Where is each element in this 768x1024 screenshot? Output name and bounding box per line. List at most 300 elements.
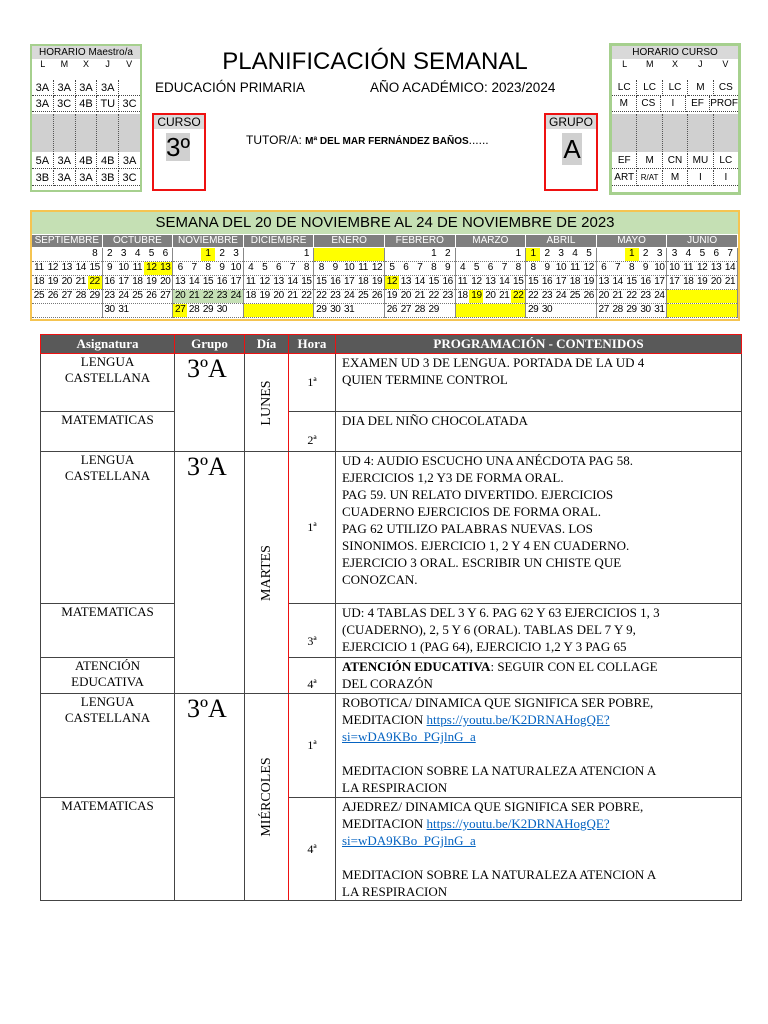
contenido-cell: [336, 658, 742, 694]
day-cell: 5: [473, 262, 480, 273]
day-cell: [356, 304, 370, 317]
day-cell: [32, 248, 46, 261]
asignatura-cell: [41, 604, 175, 658]
week-row: [103, 262, 173, 276]
day-cell: 11: [358, 262, 368, 273]
day-cell: 13: [598, 276, 609, 287]
day-cell: 21: [188, 290, 200, 301]
week-row: [173, 276, 243, 290]
month-column: [32, 248, 103, 318]
month-label: SEPTIEMBRE: [32, 235, 103, 247]
day-cell: 8: [530, 262, 536, 273]
week-row: [32, 276, 102, 290]
day-cell: 10: [654, 262, 665, 273]
day-cell: 31: [118, 304, 129, 315]
week-row: [456, 276, 526, 290]
day-cell: 14: [188, 276, 200, 287]
day-cell: 9: [106, 262, 113, 273]
day-cell: 13: [485, 276, 496, 287]
table-row: [41, 604, 742, 658]
week-row: [667, 290, 737, 304]
horario-curso-row: [612, 80, 738, 96]
day-cell: 14: [724, 262, 736, 273]
day-name: MARTES: [258, 544, 274, 601]
day-cell: [342, 248, 356, 261]
day-cell: 14: [612, 276, 623, 287]
day-cell: 18: [457, 290, 468, 301]
day-cell: 29: [89, 290, 100, 301]
month-label: MARZO: [456, 235, 527, 247]
grupo-cell: 3ºA: [175, 452, 245, 694]
week-row: [667, 248, 737, 262]
day-cell: 19: [583, 276, 594, 287]
asignatura-cell: [41, 694, 175, 798]
day-cell: 29: [527, 304, 539, 315]
day-cell: 10: [118, 262, 129, 273]
cell: M: [663, 170, 688, 186]
day-cell: 8: [92, 248, 98, 259]
week-row: [103, 276, 173, 290]
day-cell: 18: [132, 276, 143, 287]
day-cell: 26: [583, 290, 594, 301]
contenido-line: QUIEN TERMINE CONTROL: [342, 372, 508, 387]
day-cell: 4: [685, 248, 691, 259]
day-cell: 22: [626, 290, 637, 301]
curso-box: [152, 113, 206, 191]
day-cell: [158, 304, 172, 317]
horario-curso-row: [612, 170, 738, 186]
hora-cell: 4ª: [289, 798, 336, 901]
day-cell: 4: [248, 262, 254, 273]
day-cell: 2: [445, 248, 451, 259]
cell: 3A: [119, 153, 140, 169]
day-cell: 23: [330, 290, 341, 301]
month-label: DICIEMBRE: [244, 235, 315, 247]
hora-cell: 3ª: [289, 604, 336, 658]
day-cell: 16: [216, 276, 228, 287]
day-label: M: [60, 59, 69, 69]
day-cell: 19: [259, 290, 270, 301]
day-cell: 11: [457, 276, 468, 287]
day-cell: [413, 248, 427, 261]
day-cell: 18: [245, 290, 256, 301]
cell: 5A: [32, 153, 54, 169]
day-cell: 16: [104, 276, 115, 287]
day-cell: 8: [303, 262, 310, 273]
day-cell: 14: [499, 276, 510, 287]
day-cell: 5: [699, 248, 705, 259]
cell: ART: [612, 170, 637, 186]
contenido-text: : SEGUIR CON EL COLLAGE: [490, 659, 658, 674]
contenido-line: EXAMEN UD 3 DE LENGUA. PORTADA DE LA UD 4: [342, 355, 645, 370]
day-cell: 10: [230, 262, 241, 273]
week-row: [244, 304, 314, 318]
day-cell: [74, 304, 88, 317]
week-row: [385, 276, 455, 290]
contenido-line: [342, 658, 741, 675]
horario-maestro-box: [30, 44, 142, 192]
week-row: [667, 276, 737, 290]
day-cell: 15: [202, 276, 214, 287]
col-header-hora: Hora: [289, 335, 336, 354]
academic-year: AÑO ACADÉMICO: 2023/2024: [370, 80, 556, 95]
day-cell: 12: [696, 262, 708, 273]
week-row: [173, 248, 243, 262]
week-row: [244, 290, 314, 304]
horario-curso-row: [612, 96, 738, 112]
day-cell: 26: [386, 304, 398, 315]
day-cell: [244, 248, 258, 261]
day-cell: 5: [262, 262, 268, 273]
day-cell: 3: [120, 248, 127, 259]
day-cell: 13: [273, 276, 284, 287]
week-row: [526, 276, 596, 290]
day-cell: 22: [513, 290, 524, 301]
contenido-line: PAG 59. UN RELATO DIVERTIDO. EJERCICIOS: [342, 487, 614, 502]
youtube-link[interactable]: https://youtu.be/K2DRNAHogQE?: [426, 816, 610, 831]
week-row: [173, 290, 243, 304]
day-cell: 21: [75, 276, 86, 287]
contenido-line: UD: 4 TABLAS DEL 3 Y 6. PAG 62 Y 63 EJERCICIOS 1, 3: [342, 605, 660, 620]
day-cell: 12: [471, 276, 482, 287]
day-cell: 19: [386, 290, 398, 301]
dia-cell: [245, 694, 289, 901]
cell: 3A: [54, 80, 76, 96]
day-cell: 1: [431, 248, 437, 259]
day-cell: 9: [642, 262, 649, 273]
youtube-link[interactable]: https://youtu.be/K2DRNAHogQE?: [426, 712, 610, 727]
day-cell: 24: [555, 290, 567, 301]
day-cell: 29: [316, 304, 327, 315]
month-label: MAYO: [597, 235, 668, 247]
day-cell: [497, 248, 511, 261]
day-cell: [597, 248, 611, 261]
day-cell: 20: [174, 290, 186, 301]
contenido-cell: [336, 412, 742, 452]
cell: 3A: [32, 80, 54, 96]
day-cell: 29: [626, 304, 637, 315]
cell: I: [661, 96, 686, 112]
table-header-row: [41, 335, 742, 354]
week-row: [103, 304, 173, 318]
cell: M: [637, 153, 662, 169]
week-row: [385, 248, 455, 262]
week-row: [385, 290, 455, 304]
grupo-cell: 3ºA: [175, 694, 245, 901]
grupo-value: A: [563, 134, 581, 164]
day-cell: [456, 304, 470, 317]
day-cell: 4: [134, 248, 140, 259]
day-cell: 13: [710, 262, 722, 273]
cell: 3A: [76, 170, 98, 186]
month-column: [314, 248, 385, 318]
day-cell: 12: [583, 262, 594, 273]
day-cell: 30: [640, 304, 651, 315]
horario-maestro-row: [32, 153, 140, 169]
contenido-text: MEDITACION: [342, 816, 427, 831]
contenido-line: [342, 728, 741, 745]
cell: M: [612, 96, 637, 112]
week-row: [314, 248, 384, 262]
cell: EF: [686, 96, 711, 112]
asignatura-line: CASTELLANA: [64, 468, 151, 483]
day-cell: [258, 304, 272, 317]
day-cell: 10: [669, 262, 680, 273]
day-cell: 25: [569, 290, 581, 301]
day-name: MIÉRCOLES: [258, 757, 274, 837]
tutor-label: TUTOR/A:: [246, 133, 302, 147]
asignatura-cell: [41, 412, 175, 452]
day-cell: [723, 304, 737, 317]
month-column: [456, 248, 527, 318]
horario-maestro-row: [32, 96, 140, 112]
day-cell: 22: [301, 290, 312, 301]
day-cell: 17: [230, 276, 241, 287]
table-row: [41, 354, 742, 412]
day-cell: [511, 304, 525, 317]
day-cell: 22: [428, 290, 439, 301]
day-cell: 7: [727, 248, 733, 259]
day-cell: 11: [34, 262, 44, 273]
day-cell: [723, 290, 737, 303]
day-cell: 15: [89, 262, 100, 273]
day-cell: 12: [259, 276, 270, 287]
week-row: [314, 304, 384, 318]
tutor-line: [246, 133, 489, 147]
day-cell: 19: [371, 276, 383, 287]
day-cell: 18: [357, 276, 369, 287]
day-cell: 29: [428, 304, 439, 315]
day-cell: 15: [428, 276, 439, 287]
week-row: [32, 262, 102, 276]
schedule-table: [40, 334, 742, 901]
day-cell: [258, 248, 272, 261]
grupo-label: GRUPO: [546, 115, 596, 129]
day-name: LUNES: [258, 379, 274, 426]
day-cell: [667, 304, 681, 317]
contenido-line: LA RESPIRACION: [342, 884, 448, 899]
week-row: [244, 262, 314, 276]
day-cell: 5: [148, 248, 154, 259]
day-cell: 20: [61, 276, 72, 287]
col-header-contenidos: PROGRAMACIÓN - CONTENIDOS: [336, 335, 742, 354]
youtube-link[interactable]: si=wDA9KBo_PGjlnG_a: [342, 833, 476, 848]
week-row: [667, 304, 737, 318]
day-cell: 27: [61, 290, 72, 301]
contenido-line: CONOZCAN.: [342, 572, 418, 587]
day-cell: 9: [219, 262, 225, 273]
asignatura-cell: [41, 452, 175, 604]
day-cell: 14: [287, 276, 298, 287]
day-cell: 12: [146, 262, 157, 273]
month-column: [597, 248, 668, 318]
day-cell: [244, 304, 258, 317]
cell: CN: [663, 153, 688, 169]
table-row: [41, 694, 742, 798]
day-cell: 20: [598, 290, 609, 301]
day-cell: 15: [316, 276, 327, 287]
day-cell: 8: [628, 262, 635, 273]
day-cell: 1: [526, 248, 540, 261]
day-cell: [356, 248, 370, 261]
day-cell: [469, 248, 483, 261]
day-cell: 21: [287, 290, 298, 301]
asignatura-cell: [41, 798, 175, 901]
dia-cell: [245, 354, 289, 452]
asignatura-line: CASTELLANA: [64, 710, 151, 725]
day-cell: [681, 290, 695, 303]
contenido-line: PAG 62 UTILIZO PALABRAS NUEVAS. LOS: [342, 521, 593, 536]
day-cell: 2: [219, 248, 225, 259]
month-label: OCTUBRE: [103, 235, 174, 247]
day-cell: 3: [671, 248, 677, 259]
day-cell: 29: [202, 304, 214, 315]
day-cell: 6: [162, 248, 168, 259]
day-label: L: [622, 59, 628, 69]
day-cell: [497, 304, 511, 317]
month-label: ENERO: [314, 235, 385, 247]
cell: CS: [714, 80, 738, 96]
day-cell: 23: [541, 290, 553, 301]
day-cell: [272, 248, 286, 261]
day-cell: 17: [654, 276, 665, 287]
day-cell: 10: [555, 262, 567, 273]
contenido-line: AJEDREZ/ DINAMICA QUE SIGNIFICA SER POBRE,: [342, 799, 644, 814]
hora-cell: 1ª: [289, 452, 336, 604]
day-cell: 13: [400, 276, 412, 287]
horario-maestro-row: [32, 80, 140, 96]
day-cell: 22: [89, 276, 100, 287]
cell: LC: [714, 153, 738, 169]
horario-curso-title: HORARIO CURSO: [612, 46, 738, 59]
day-label: L: [40, 59, 46, 69]
week-row: [32, 304, 102, 318]
day-cell: 26: [146, 290, 157, 301]
day-cell: 19: [146, 276, 157, 287]
day-cell: [611, 248, 625, 261]
day-cell: [74, 248, 88, 261]
col-header-asignatura: Asignatura: [41, 335, 175, 354]
month-label: FEBRERO: [385, 235, 456, 247]
education-level: EDUCACIÓN PRIMARIA: [155, 80, 306, 95]
day-cell: 30: [541, 304, 553, 315]
day-cell: [469, 304, 483, 317]
day-cell: 13: [160, 262, 171, 273]
day-cell: 20: [400, 290, 412, 301]
day-cell: 16: [442, 276, 453, 287]
week-row: [32, 248, 102, 262]
cell: 3B: [97, 170, 119, 186]
cell: 4B: [76, 153, 98, 169]
week-row: [456, 304, 526, 318]
asignatura-line: MATEMATICAS: [61, 412, 154, 427]
week-row: [597, 290, 667, 304]
week-row: [456, 262, 526, 276]
contenido-line: EJERCICIOS 1,2 Y3 DE FORMA ORAL.: [342, 470, 564, 485]
day-cell: 6: [276, 262, 282, 273]
day-cell: 7: [191, 262, 197, 273]
day-cell: 11: [132, 262, 143, 273]
month-label: JUNIO: [667, 235, 738, 247]
day-cell: 24: [230, 290, 241, 301]
contenido-line: [342, 815, 741, 832]
day-cell: 21: [724, 276, 736, 287]
month-column: [385, 248, 456, 318]
day-cell: 27: [174, 304, 186, 315]
cell: 3A: [32, 96, 54, 112]
day-cell: [314, 248, 328, 261]
day-cell: 16: [640, 276, 651, 287]
day-cell: 6: [177, 262, 183, 273]
youtube-link[interactable]: si=wDA9KBo_PGjlnG_a: [342, 729, 476, 744]
day-cell: 24: [118, 290, 129, 301]
month-label: NOVIEMBRE: [173, 235, 244, 247]
day-cell: [370, 304, 384, 317]
asignatura-line: MATEMATICAS: [61, 798, 154, 813]
day-label: J: [105, 59, 110, 69]
asignatura-line: LENGUA: [80, 694, 135, 709]
week-row: [173, 262, 243, 276]
week-row: [244, 248, 314, 262]
hora-cell: 2ª: [289, 412, 336, 452]
month-column: [103, 248, 174, 318]
day-cell: 28: [188, 304, 200, 315]
contenido-line: MEDITACION SOBRE LA NATURALEZA ATENCION A: [342, 763, 657, 778]
day-cell: 14: [75, 262, 86, 273]
day-cell: 11: [570, 262, 580, 273]
day-cell: 22: [527, 290, 539, 301]
day-cell: 9: [332, 262, 338, 273]
day-cell: [554, 304, 568, 317]
horario-curso-box: [609, 43, 741, 195]
week-row: [597, 248, 667, 262]
cell: TU: [97, 96, 119, 112]
day-cell: [709, 290, 723, 303]
day-cell: [173, 248, 187, 261]
day-cell: [385, 248, 399, 261]
week-row: [526, 290, 596, 304]
day-label: J: [697, 59, 703, 69]
day-cell: 27: [160, 290, 171, 301]
horario-curso-row: [612, 153, 738, 169]
contenido-line: [342, 711, 741, 728]
day-cell: 2: [642, 248, 649, 259]
day-cell: [60, 248, 74, 261]
week-row: [173, 304, 243, 318]
tutor-dots: ......: [468, 133, 489, 147]
week-row: [103, 248, 173, 262]
month-header-row: [32, 235, 738, 247]
horario-maestro-row: [32, 170, 140, 186]
day-cell: [187, 248, 201, 261]
week-row: [314, 276, 384, 290]
day-cell: [88, 304, 102, 317]
contenido-cell: [336, 604, 742, 658]
cell: R/AT: [637, 170, 662, 186]
day-cell: [483, 248, 497, 261]
day-cell: 12: [386, 276, 398, 287]
day-cell: [272, 304, 286, 317]
school-calendar: [30, 210, 740, 321]
day-cell: 8: [515, 262, 521, 273]
grupo-box: [544, 113, 598, 191]
day-cell: 23: [640, 290, 651, 301]
week-row: [667, 262, 737, 276]
day-cell: [456, 248, 470, 261]
day-cell: [441, 304, 455, 317]
day-cell: 20: [160, 276, 171, 287]
contenido-line: LA RESPIRACION: [342, 780, 448, 795]
